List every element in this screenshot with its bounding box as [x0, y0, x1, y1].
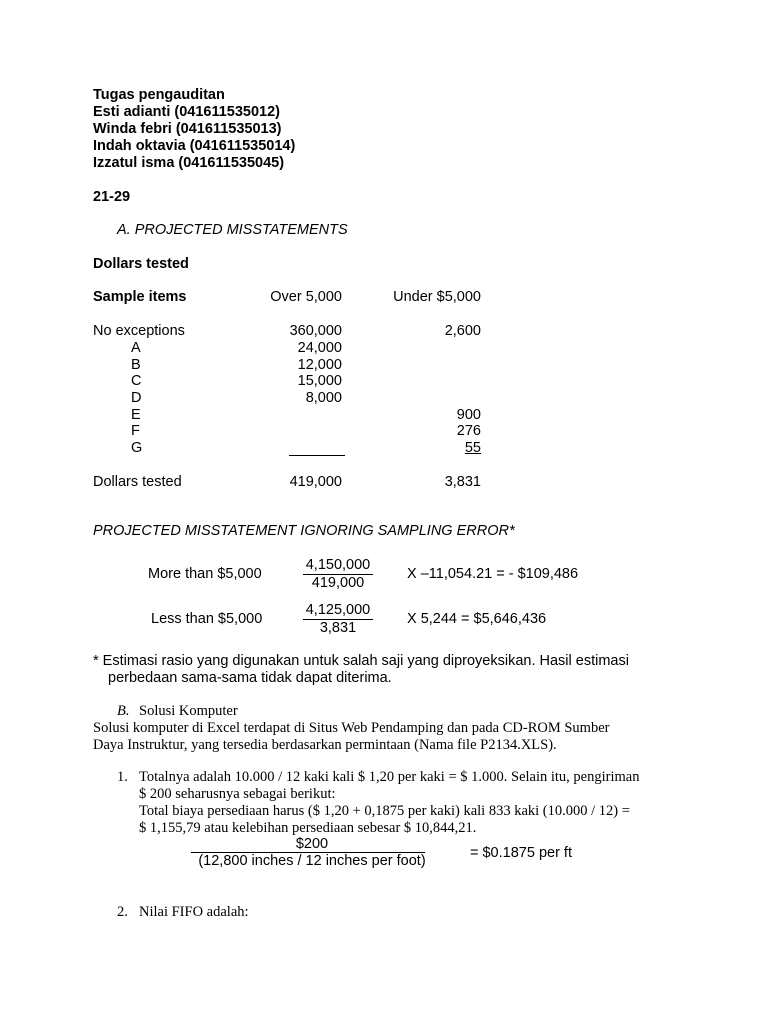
item-1-line-3: Total biaya persediaan harus ($ 1,20 + 0,1875 per kaki) kali 833 kaki (10.000 / 12) = — [139, 803, 630, 819]
row-over-value: 360,000 — [289, 323, 342, 339]
col-header-under: Under $5,000 — [393, 289, 481, 305]
row-over-value: 24,000 — [297, 340, 342, 356]
row-under-value: 276 — [456, 423, 481, 439]
row-under-value: 2,600 — [444, 323, 481, 339]
more-formula: X –11,054.21 = - $109,486 — [407, 566, 579, 582]
less-formula: X 5,244 = $5,646,436 — [407, 611, 547, 627]
footnote-line-2: perbedaan sama-sama tidak dapat diterima. — [108, 670, 392, 686]
row-label-d: D — [131, 390, 142, 406]
row-label-f: F — [131, 423, 140, 439]
row-over-value: 12,000 — [297, 357, 342, 373]
total-label: Dollars tested — [93, 474, 182, 490]
total-under-value: 3,831 — [444, 474, 481, 490]
row-label-c: C — [131, 373, 142, 389]
row-label-g: G — [131, 440, 143, 456]
col-header-over: Over 5,000 — [270, 289, 342, 305]
row-label-a: A — [131, 340, 141, 356]
document-title: Tugas pengauditan — [93, 87, 225, 103]
section-b-paragraph-line-1: Solusi komputer di Excel terdapat di Situs Web Pendamping dan pada CD-ROM Sumber — [93, 720, 610, 736]
item-1-number: 1. — [117, 769, 128, 785]
section-b-letter: B. — [117, 703, 130, 719]
problem-number: 21-29 — [93, 189, 131, 205]
section-b-heading: Solusi Komputer — [139, 703, 238, 719]
member-1: Esti adianti (041611535012) — [93, 104, 281, 120]
less-numerator: 4,125,000 — [305, 602, 371, 618]
col-header-sample-items: Sample items — [93, 289, 187, 305]
sum-underline — [289, 455, 345, 456]
row-label-no-exceptions: No exceptions — [93, 323, 185, 339]
row-under-value: 55 — [464, 440, 481, 456]
item-2-text: Nilai FIFO adalah: — [139, 904, 249, 920]
item-1-line-1: Totalnya adalah 10.000 / 12 kaki kali $ 1,20 per kaki = $ 1.000. Selain itu, pengiriman — [139, 769, 640, 785]
item-2-number: 2. — [117, 904, 128, 920]
dollars-tested-heading: Dollars tested — [93, 256, 189, 272]
row-over-value: 15,000 — [297, 373, 342, 389]
section-a-heading: A. PROJECTED MISSTATEMENTS — [117, 222, 348, 238]
footnote-line-1: * Estimasi rasio yang digunakan untuk salah saji yang diproyeksikan. Hasil estimasi — [93, 653, 629, 669]
row-under-value: 900 — [456, 407, 481, 423]
member-3: Indah oktavia (041611535014) — [93, 138, 296, 154]
projected-heading: PROJECTED MISSTATEMENT IGNORING SAMPLING ERROR* — [93, 523, 515, 539]
less-denominator: 3,831 — [319, 620, 357, 636]
section-b-paragraph-line-2: Daya Instruktur, yang tersedia berdasarkan permintaan (Nama file P2134.XLS). — [93, 737, 557, 753]
member-4: Izzatul isma (041611535045) — [93, 155, 285, 171]
more-denominator: 419,000 — [311, 575, 365, 591]
row-label-e: E — [131, 407, 141, 423]
member-2: Winda febri (041611535013) — [93, 121, 282, 137]
total-over-value: 419,000 — [289, 474, 342, 490]
item-1-line-4: $ 1,155,79 atau kelebihan persediaan sebesar $ 10,844,21. — [139, 820, 477, 836]
cost-fraction-denominator: (12,800 inches / 12 inches per foot) — [198, 853, 426, 869]
item-1-line-2: $ 200 seharusnya sebagai berikut: — [139, 786, 336, 802]
more-than-label: More than $5,000 — [148, 566, 262, 582]
less-than-label: Less than $5,000 — [151, 611, 263, 627]
cost-fraction-result: = $0.1875 per ft — [470, 845, 572, 861]
cost-fraction-numerator: $200 — [295, 836, 329, 852]
row-label-b: B — [131, 357, 141, 373]
more-numerator: 4,150,000 — [305, 557, 371, 573]
row-over-value: 8,000 — [305, 390, 342, 406]
